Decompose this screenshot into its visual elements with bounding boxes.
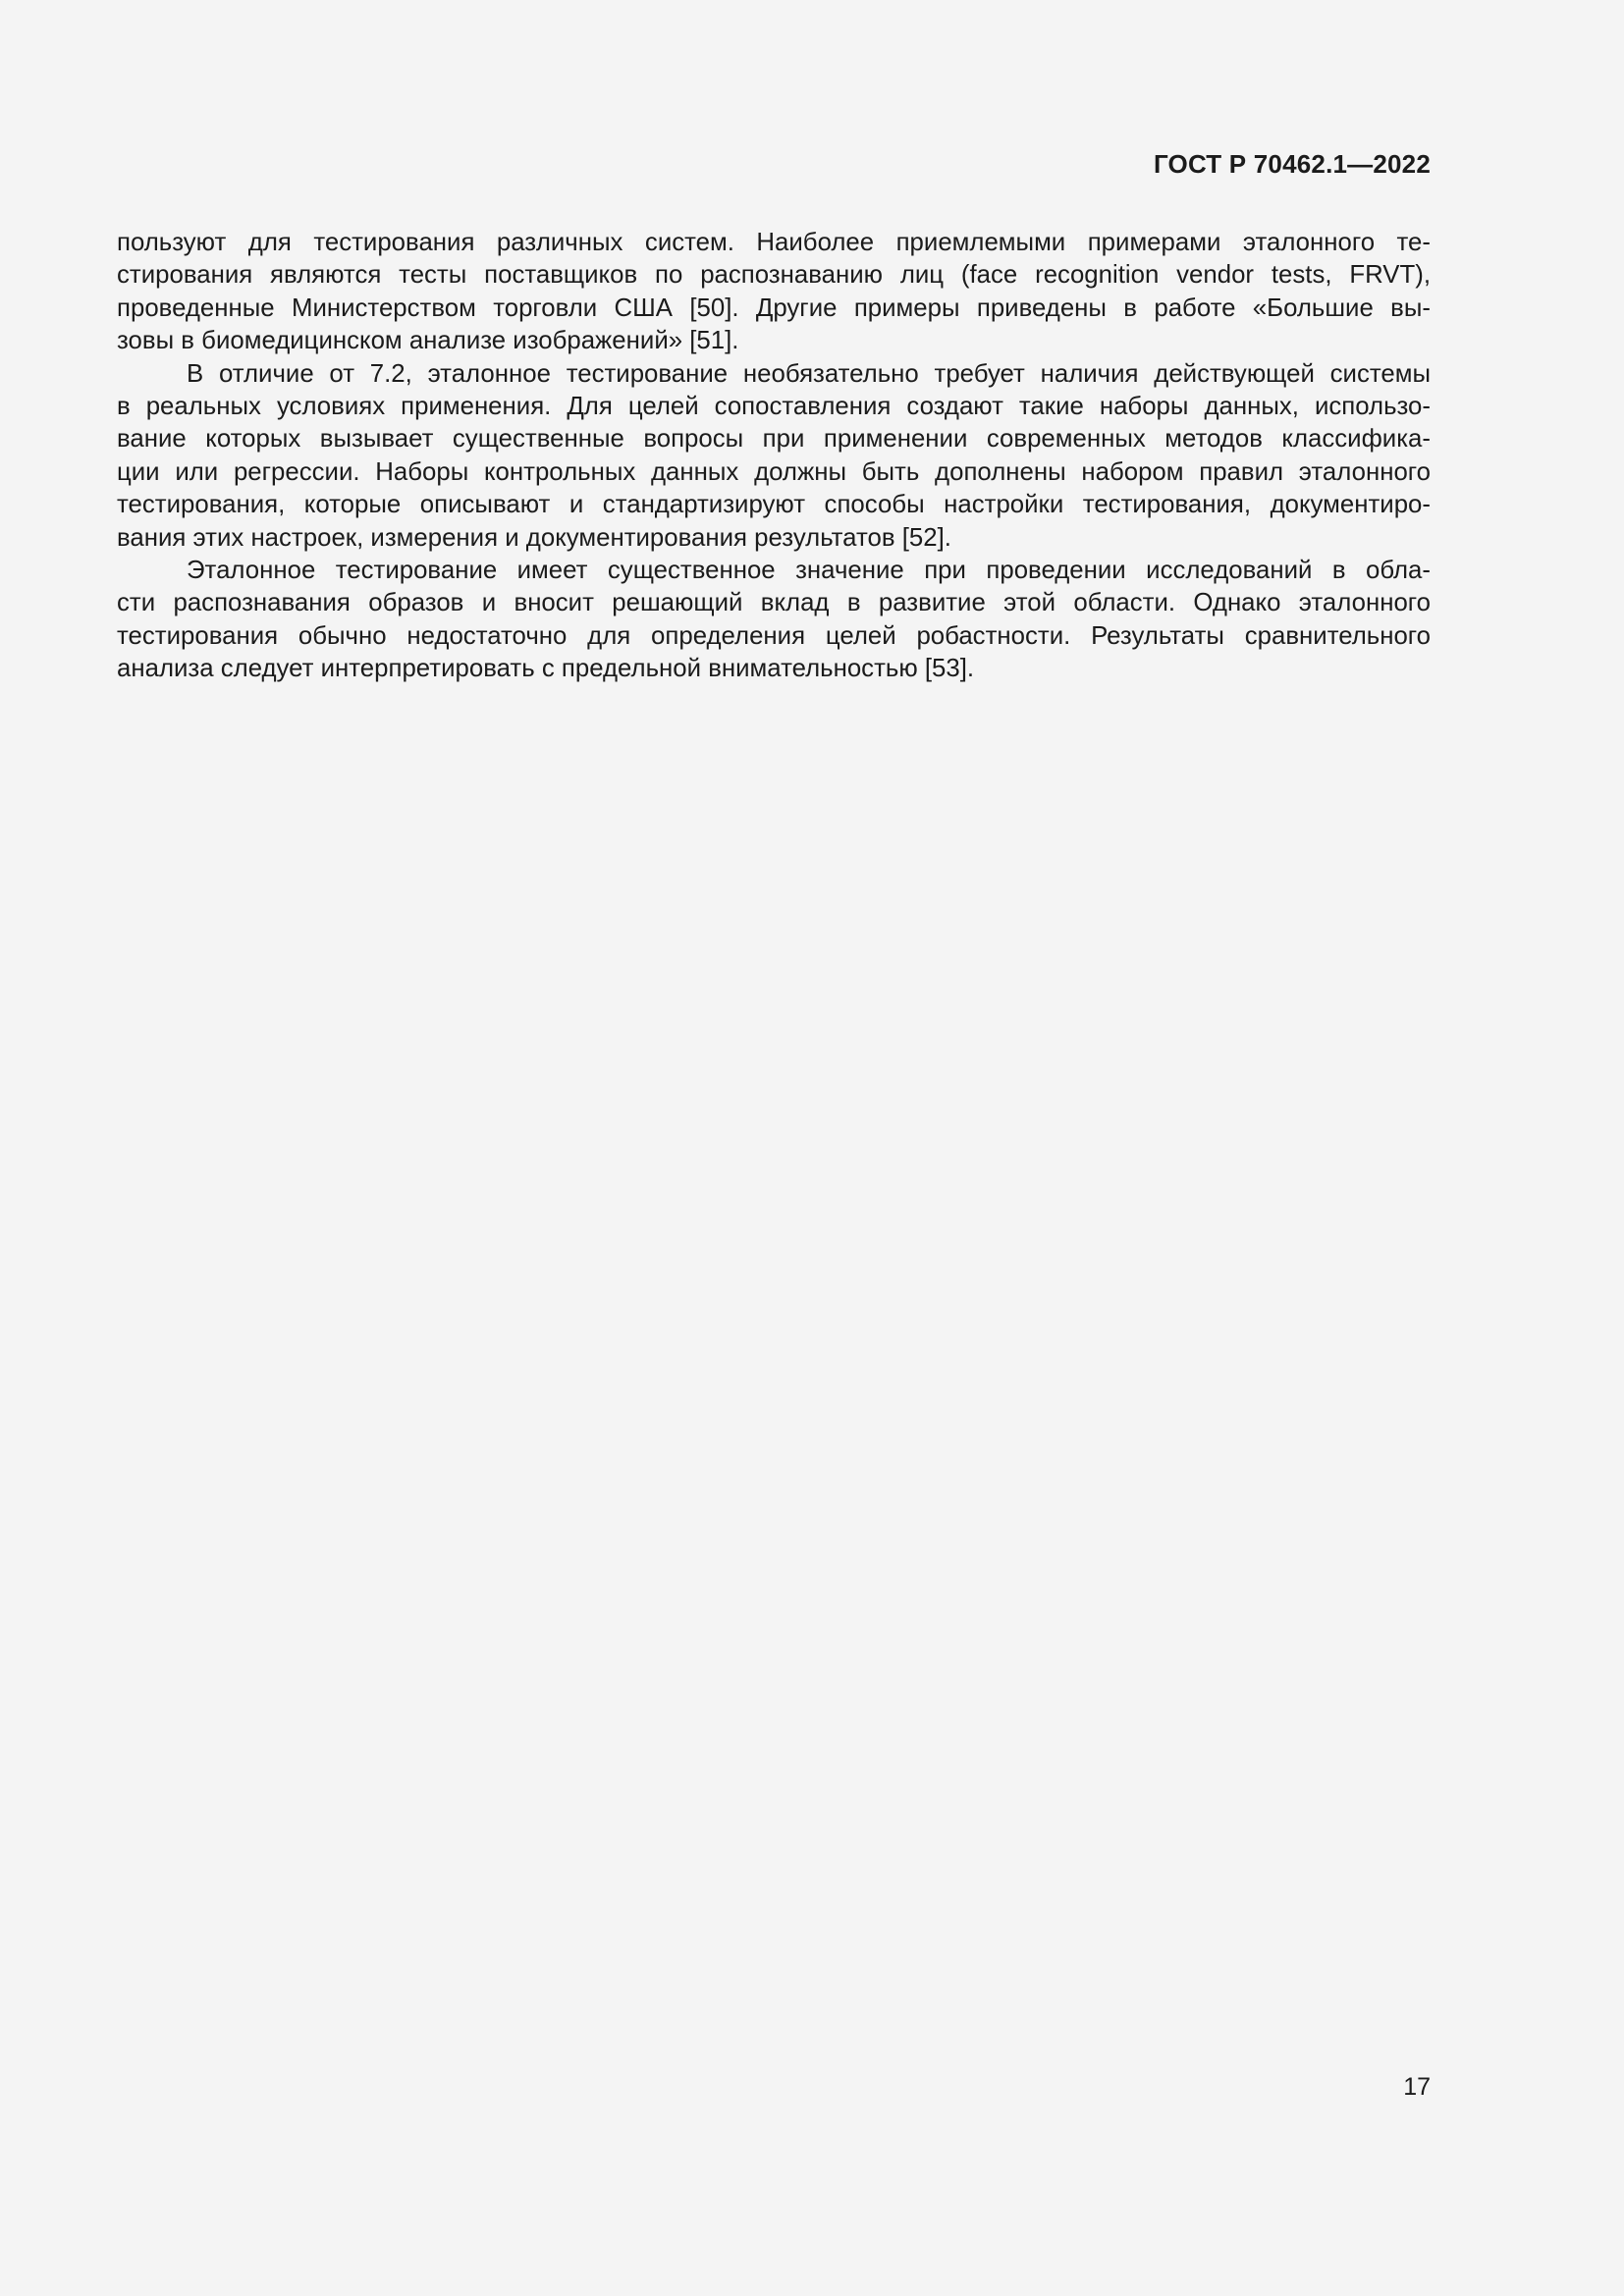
paragraph-3-line-4: анализа следует интерпретировать с предельной внимательностью [53]. xyxy=(117,655,975,683)
paragraph-2-line-3: вание которых вызывает существенные вопросы при применении современных методов классифика- xyxy=(117,425,1431,454)
paragraph-2-line-2: в реальных условиях применения. Для целей сопоставления создают такие наборы данных, использо- xyxy=(117,392,1431,420)
paragraph-1-line-1: пользуют для тестирования различных систем. Наиболее приемлемыми примерами эталонного те- xyxy=(117,229,1431,256)
paragraph-3-line-3: тестирования обычно недостаточно для определения целей робастности. Результаты сравнительного xyxy=(117,621,1431,650)
document-code-header: ГОСТ Р 70462.1—2022 xyxy=(1153,149,1431,179)
paragraph-2-line-6: вания этих настроек, измерения и документирования результатов [52]. xyxy=(117,523,951,552)
page-number: 17 xyxy=(1403,2073,1431,2101)
paragraph-1-line-2: стирования являются тесты поставщиков по распознаванию лиц (face recognition vendor tests, FRVT), xyxy=(117,261,1431,290)
paragraph-3-line-1: Эталонное тестирование имеет существенное значение при проведении исследований в обла- xyxy=(187,556,1431,584)
paragraph-1-line-4: зовы в биомедицинском анализе изображений» [51]. xyxy=(117,327,739,355)
body-text xyxy=(117,227,1431,685)
paragraph-3-line-2: сти распознавания образов и вносит решающий вклад в развитие этой области. Однако эталонного xyxy=(117,589,1431,617)
paragraph-2-line-1: В отличие от 7.2, эталонное тестирование необязательно требует наличия действующей системы xyxy=(187,359,1431,388)
paragraph-1-line-3: проведенные Министерством торговли США [50]. Другие примеры приведены в работе «Большие вы- xyxy=(117,294,1431,322)
paragraph-2-line-4: ции или регрессии. Наборы контрольных данных должны быть дополнены набором правил эталонного xyxy=(117,457,1431,486)
paragraph-2-line-5: тестирования, которые описывают и стандартизируют способы настройки тестирования, документиро- xyxy=(117,491,1431,519)
